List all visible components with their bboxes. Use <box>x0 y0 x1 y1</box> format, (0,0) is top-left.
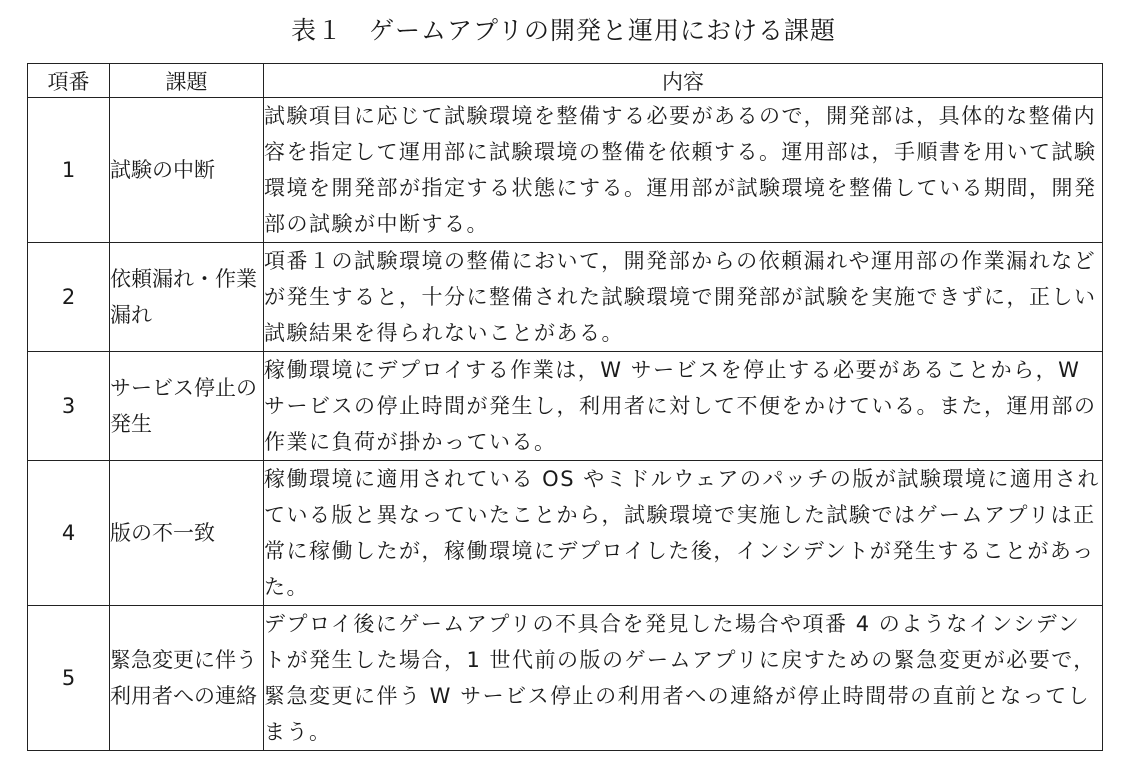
row-number: 5 <box>28 606 110 751</box>
header-num: 項番 <box>28 64 110 98</box>
table-row <box>28 352 1103 461</box>
table-row <box>28 461 1103 606</box>
table-row <box>28 243 1103 352</box>
row-number: 1 <box>28 98 110 243</box>
header-body: 内容 <box>264 64 1103 98</box>
row-number: 4 <box>28 461 110 606</box>
header-title: 課題 <box>110 64 264 98</box>
row-title: 試験の中断 <box>110 98 264 243</box>
issues-table <box>27 63 1103 751</box>
row-body: 稼働環境にデプロイする作業は，W サービスを停止する必要があることから，W サービスの停止時間が発生し，利用者に対して不便をかけている。また，運用部の作業に負荷が掛かっている。 <box>264 352 1103 461</box>
row-number: 3 <box>28 352 110 461</box>
row-body: 項番１の試験環境の整備において，開発部からの依頼漏れや運用部の作業漏れなどが発生すると，十分に整備された試験環境で開発部が試験を実施できずに，正しい試験結果を得られないことがある。 <box>264 243 1103 352</box>
row-body: 試験項目に応じて試験環境を整備する必要があるので，開発部は，具体的な整備内容を指定して運用部に試験環境の整備を依頼する。運用部は，手順書を用いて試験環境を開発部が指定する状態にする。運用部が試験環境を整備している期間，開発部の試験が中断する。 <box>264 98 1103 243</box>
row-title: サービス停止の発生 <box>110 352 264 461</box>
table-row <box>28 606 1103 751</box>
row-title: 依頼漏れ・作業漏れ <box>110 243 264 352</box>
row-title: 版の不一致 <box>110 461 264 606</box>
header-row <box>28 64 1103 98</box>
row-number: 2 <box>28 243 110 352</box>
row-body: デプロイ後にゲームアプリの不具合を発見した場合や項番 4 のようなインシデントが発生した場合，1 世代前の版のゲームアプリに戻すための緊急変更が必要で，緊急変更に伴う W サービス停止の利用者への連絡が停止時間帯の直前となってしまう。 <box>264 606 1103 751</box>
row-body: 稼働環境に適用されている OS やミドルウェアのパッチの版が試験環境に適用されている版と異なっていたことから，試験環境で実施した試験ではゲームアプリは正常に稼働したが，稼働環境にデプロイした後，インシデントが発生することがあった。 <box>264 461 1103 606</box>
table-caption: 表１ ゲームアプリの開発と運用における課題 <box>290 16 836 45</box>
table-row <box>28 98 1103 243</box>
row-title: 緊急変更に伴う利用者への連絡 <box>110 606 264 751</box>
